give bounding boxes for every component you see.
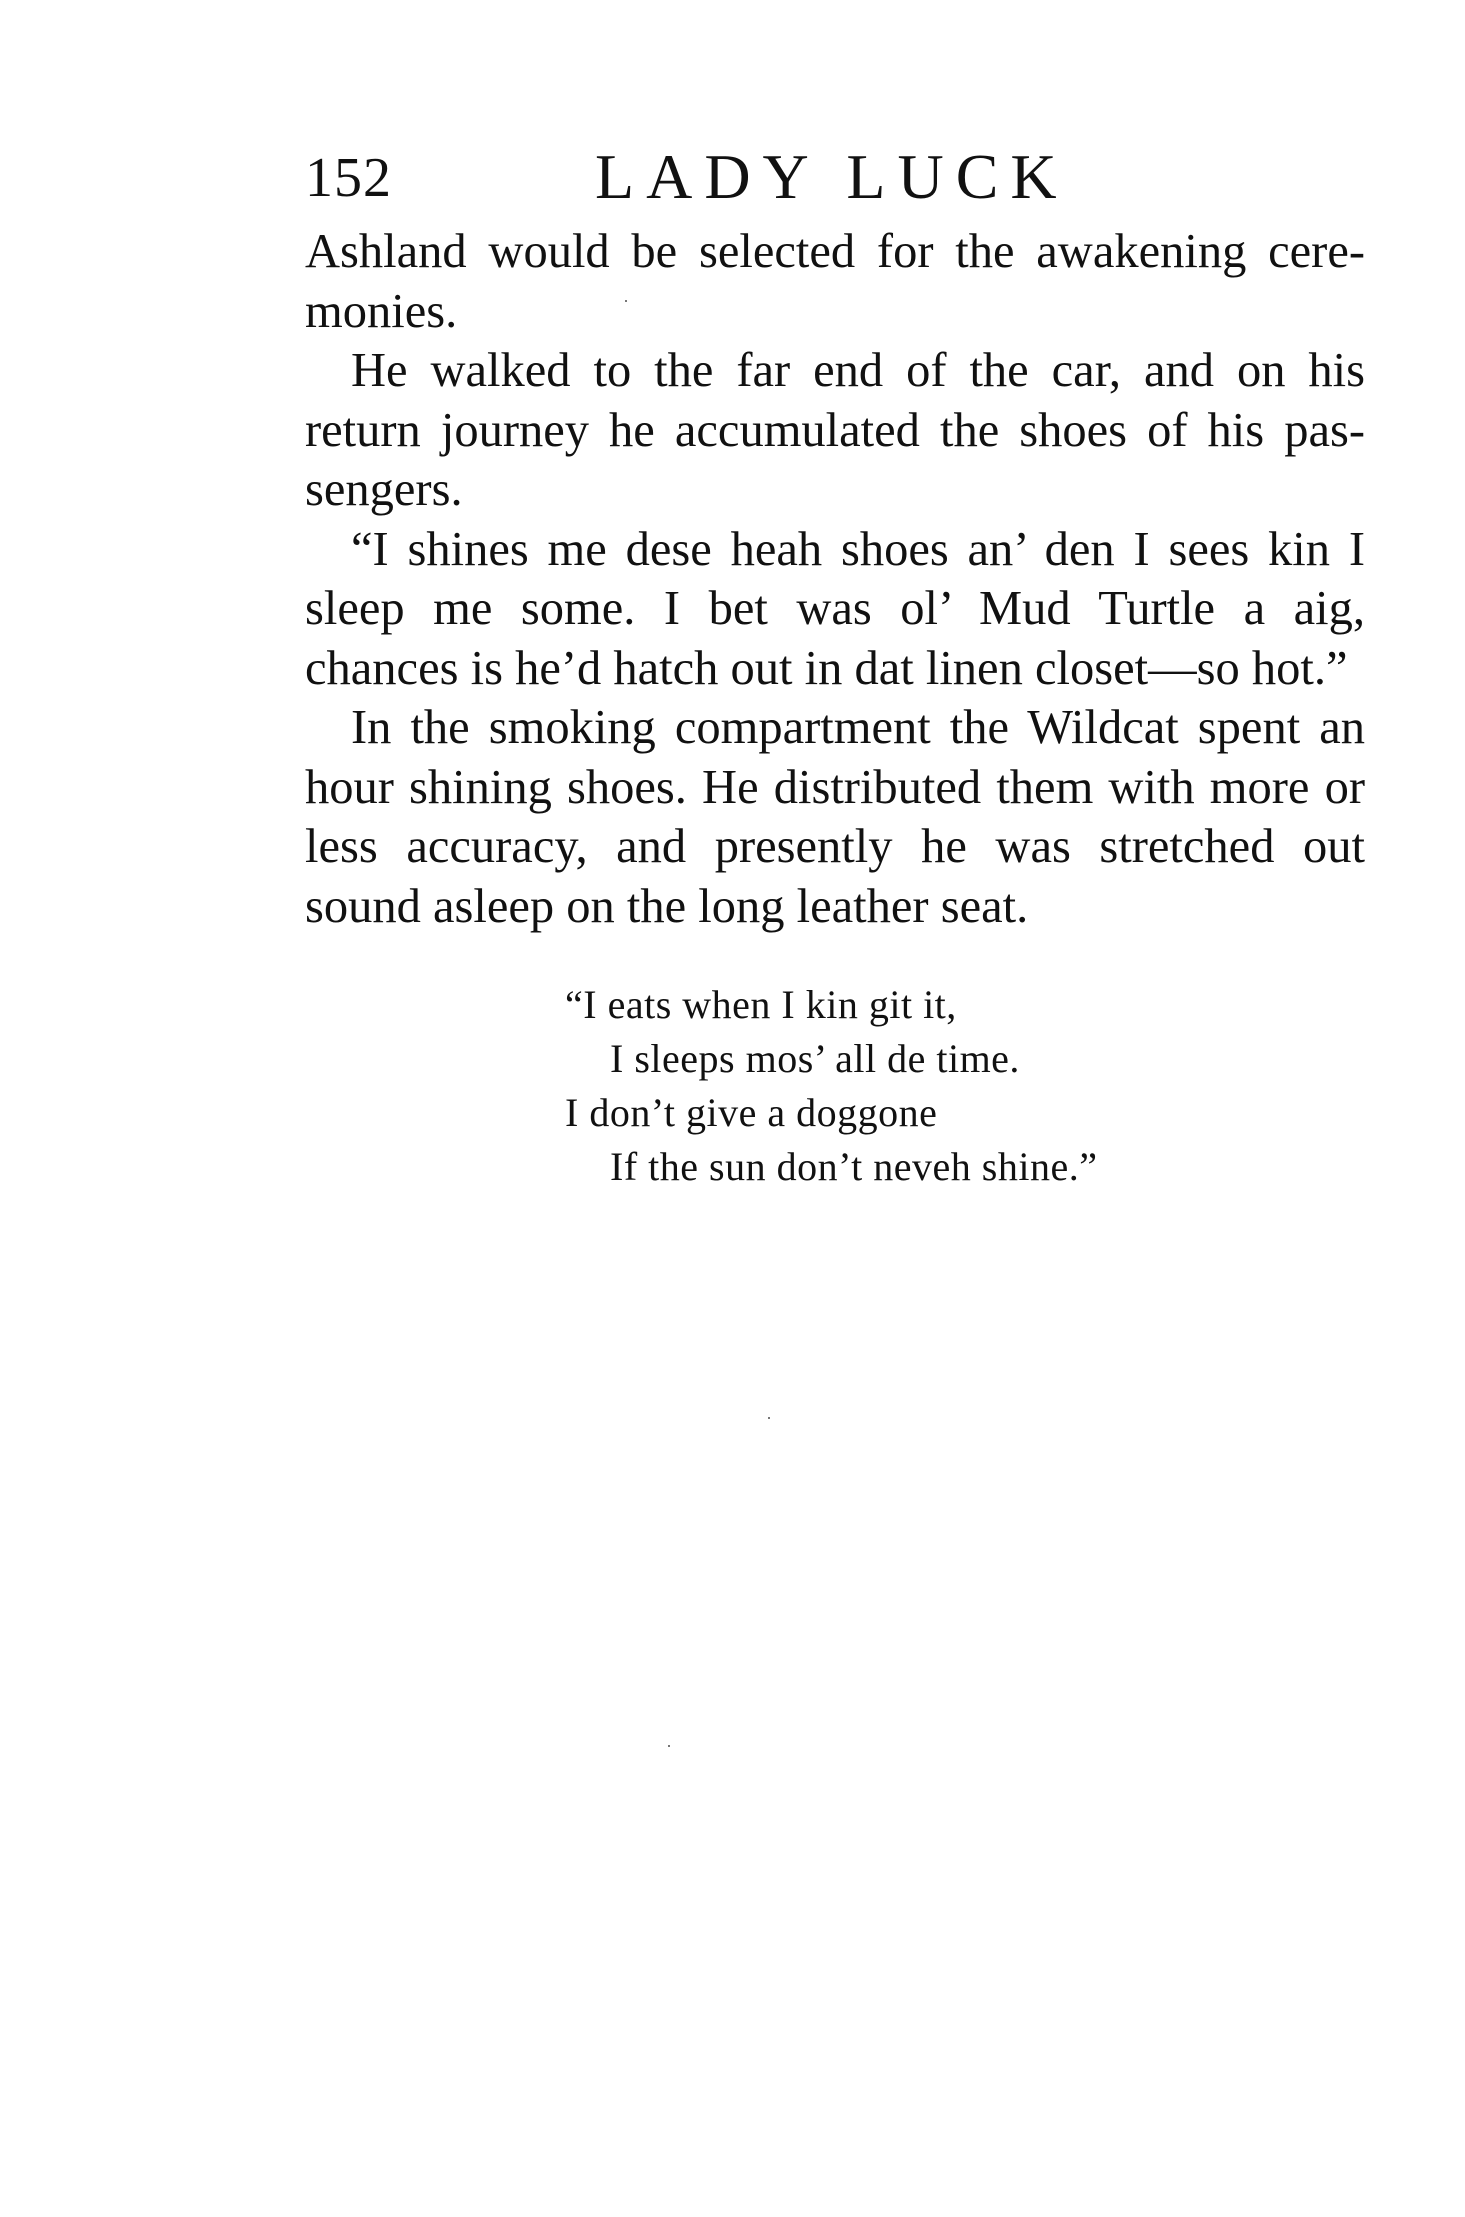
print-speck [625, 300, 627, 302]
print-speck [668, 1745, 670, 1747]
paragraph: In the smoking compartment the Wildcat spent an hour shining shoes. He distributed them with more or less accuracy, and presently he was stretched out sound asleep on the long leather seat. [305, 701, 1365, 933]
verse-line: I don’t give a doggone [565, 1090, 938, 1135]
body-text [305, 222, 1365, 936]
paragraph: He walked to the far end of the car, and on his return journey he accumulated the shoes of his pas-sengers. [305, 344, 1365, 516]
page-number: 152 [305, 147, 392, 209]
verse-line: I sleeps mos’ all de time. [610, 1036, 1020, 1081]
verse-line: “I eats when I kin git it, [565, 982, 957, 1027]
page-header [305, 140, 1365, 220]
paragraph: “I shines me dese heah shoes an’ den I sees kin I sleep me some. I bet was ol’ Mud Turtle a aig, chances is he’d hatch out in dat linen closet—so hot.” [305, 522, 1365, 695]
verse-stanza [545, 978, 1245, 1194]
verse-line: If the sun don’t neveh shine.” [610, 1144, 1098, 1189]
paragraph: Ashland would be selected for the awakening cere-monies. [305, 225, 1365, 338]
running-title: LADY LUCK [595, 141, 1069, 212]
print-speck [768, 1417, 770, 1419]
